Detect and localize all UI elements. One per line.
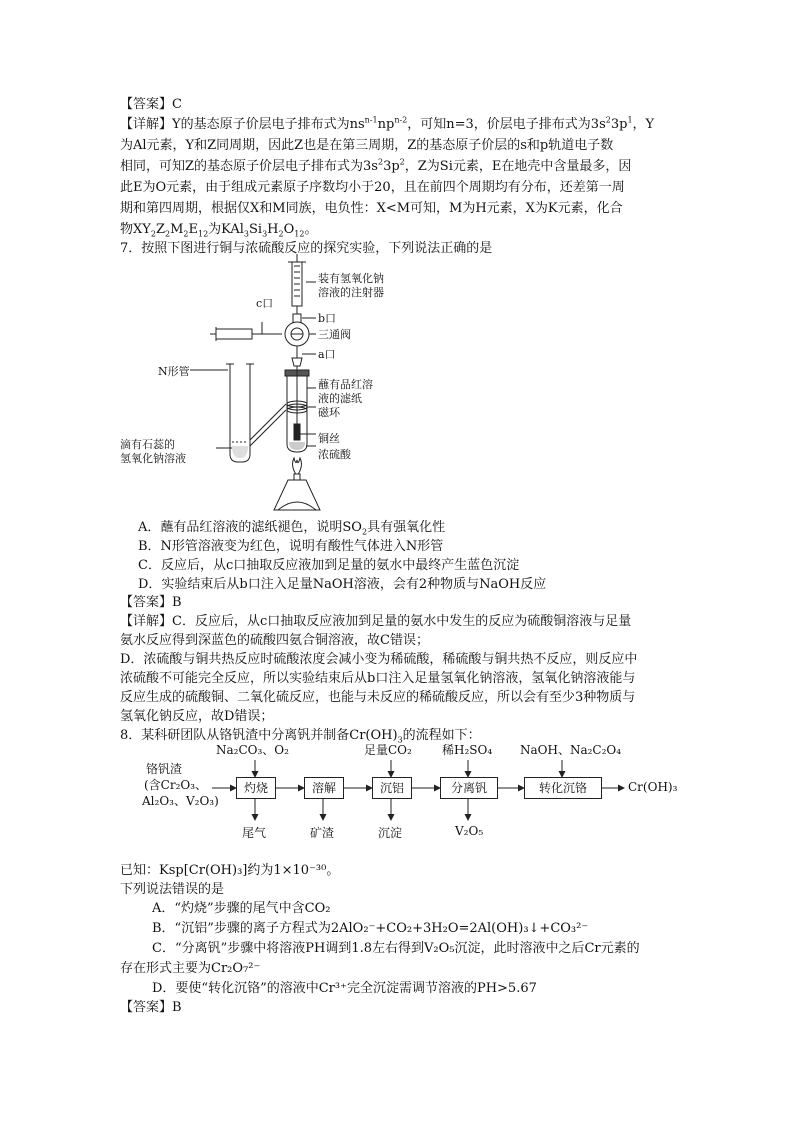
flow-input-2: 足量CO₂ [364, 743, 412, 757]
q8-option-d: D．要使“转化沉铬”的溶液中Cr³⁺完全沉淀需调节溶液的PH>5.67 [152, 981, 537, 996]
flow-input-3: 稀H₂SO₄ [442, 743, 493, 757]
q7-explain-6: 氢氧化钠反应，故D错误； [120, 709, 274, 724]
q7-option-a: A．蘸有品红溶液的滤纸褪色，说明$SO_2$具有强氧化性 [138, 520, 446, 537]
flow-chart-arrows [140, 748, 700, 848]
q6-detail-line-5: 期和第四周期，根据仅X和M同族，电负性：X<M可知，M为H元素，X为K元素，化合 [120, 201, 623, 216]
flow-step-roast: 灼烧 [236, 777, 276, 799]
q7-explain-2: 氨水反应得到深蓝色的硫酸四氨合铜溶液，故C错误； [120, 633, 429, 648]
label-valve: 三通阀 [318, 328, 351, 341]
flow-input-4: NaOH、Na₂C₂O₄ [520, 743, 622, 757]
label-b-port: b口 [318, 312, 337, 325]
q7-explain-3: D．浓硫酸与铜共热反应时硫酸浓度会减小变为稀硫酸，稀硫酸与铜共热不反应，则反应中 [120, 652, 638, 667]
q6-detail-line-3: 相同，可知Z的基态原子价层电子排布式为$3s^23p^2$，Z为Si元素，E在地壳中含量最多，因 [120, 157, 632, 174]
flow-output-1: 尾气 [242, 826, 267, 840]
q7-explain-5: 反应生成的硫酸铜、二氧化硫反应，也能与未反应的稀硫酸反应，所以会有至少3种物质与 [120, 690, 636, 705]
flow-product: Cr(OH)₃ [628, 780, 678, 794]
flow-raw-2: (含Cr₂O₃、 [144, 778, 208, 792]
label-syringe-2: 溶液的注射器 [318, 286, 384, 299]
flow-output-2: 矿渣 [310, 826, 335, 840]
label-copper-wire: 铜丝 [318, 432, 340, 445]
flow-step-separate-v: 分离钒 [440, 777, 498, 799]
q8-known: 已知：Ksp[Cr(OH)₃]约为1×10⁻³⁰。 [120, 863, 340, 878]
q7-option-b: B．N形管溶液变为红色，说明有酸性气体进入N形管 [138, 539, 444, 554]
q6-answer: 【答案】C [120, 97, 182, 112]
label-syringe-1: 装有氢氧化钠 [318, 272, 384, 285]
label-solution-1: 滴有石蕊的 [120, 438, 175, 451]
q6-detail-line-1: 【详解】Y的基态原子价层电子排布式为$ns^{n-1}np^{n-2}$，可知n=3，价层电子排布式为$3s^23p^1$，Y [120, 115, 655, 132]
q8-stem: 8．某科研团队从铬钒渣中分离钒并制备$Cr(OH)_3$的流程如下： [120, 728, 481, 745]
label-n-tube: N形管 [158, 365, 190, 378]
q7-option-d: D．实验结束后从b口注入足量NaOH溶液，会有2种物质与NaOH反应 [138, 577, 547, 592]
q8-option-a: A．“灼烧”步骤的尾气中含CO₂ [152, 901, 331, 916]
flow-step-dissolve: 溶解 [304, 777, 344, 799]
flow-output-4: V₂O₅ [455, 824, 484, 838]
q8-ask: 下列说法错误的是 [120, 882, 225, 897]
label-paper-2: 液的滤纸 [318, 392, 362, 405]
label-c-port: c口 [256, 297, 274, 310]
label-a-port: a口 [318, 348, 336, 361]
label-magnet: 磁环 [318, 406, 340, 419]
label-solution-2: 氢氧化钠溶液 [120, 452, 186, 465]
flow-output-3: 沉淀 [378, 826, 403, 840]
q6-detail-line-6: 物$XY_2Z_2M_2E_{12}$为$KAl_3Si_3H_2O_{12}$。 [120, 222, 318, 239]
q6-detail-line-2: 为Al元素，Y和Z同周期，因此Z也是在第三周期，Z的基态原子价层的s和p轨道电子数 [120, 138, 614, 153]
q7-answer: 【答案】B [120, 595, 182, 610]
label-paper-1: 蘸有品红溶 [318, 378, 373, 391]
flow-step-precip-al: 沉铝 [372, 777, 412, 799]
q6-detail-line-4: 此E为O元素，由于组成元素原子序数均小于20，且在前四个周期均有分布，还差第一周 [120, 180, 625, 195]
q7-option-c: C．反应后，从c口抽取反应液加到足量的氨水中最终产生蓝色沉淀 [138, 558, 520, 573]
flow-raw-1: 铬钒渣 [146, 762, 183, 776]
label-acid: 浓硫酸 [318, 448, 351, 461]
flow-raw-3: Al₂O₃、V₂O₃) [142, 794, 219, 808]
q7-explain-4: 浓硫酸不可能完全反应，所以实验结束后从b口注入足量氢氧化钠溶液，氢氧化钠溶液能与 [120, 671, 636, 686]
q8-option-c-2: 存在形式主要为Cr₂O₇²⁻ [120, 961, 261, 976]
flow-input-1: Na₂CO₃、O₂ [216, 743, 289, 757]
q8-option-b: B．“沉铝”步骤的离子方程式为2AlO₂⁻+CO₂+3H₂O=2Al(OH)₃↓+CO₃²⁻ [152, 921, 589, 936]
q8-answer: 【答案】B [120, 1000, 182, 1015]
q7-stem: 7．按照下图进行铜与浓硫酸反应的探究实验，下列说法正确的是 [120, 241, 493, 256]
q8-option-c-1: C．“分离钒”步骤中将溶液PH调到1.8左右得到V₂O₅沉淀，此时溶液中之后Cr元素的 [152, 941, 640, 956]
q7-explain-1: 【详解】C．反应后，从c口抽取反应液加到足量的氨水中发生的反应为硫酸铜溶液与足量 [120, 614, 632, 629]
flow-step-precip-cr: 转化沉铬 [524, 777, 602, 799]
